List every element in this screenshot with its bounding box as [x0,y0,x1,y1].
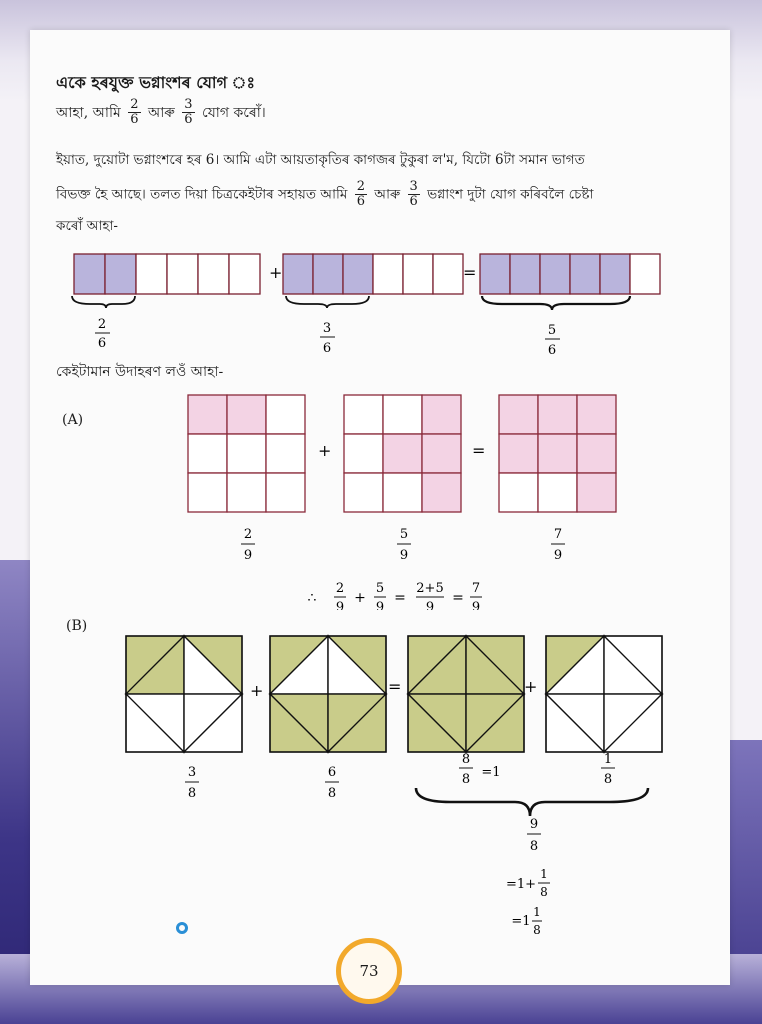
grid-cell [538,473,577,512]
grid-cell [383,473,422,512]
para-conj: আৰু [374,186,401,203]
examples-heading: কেইটামান উদাহৰণ লওঁ আহা- [56,364,224,380]
exb-step1-num: 1 [540,867,548,881]
bar-cell [136,254,167,294]
brace-3 [482,296,630,310]
intro-prefix: আহা, আমি [56,104,121,121]
bar-cell [105,254,136,294]
exa-eq-d-num: 7 [471,581,481,596]
exa-eq-c-den: 9 [425,600,435,610]
bar-plus: + [269,263,283,282]
exa-eq-a-num: 2 [335,581,345,596]
page-number: 73 [336,938,402,1004]
example-a-diagram [180,390,630,610]
grid-cell [344,434,383,473]
exa-frac-1-den: 9 [243,548,253,563]
exa-eq-d-den: 9 [471,600,481,610]
bar-cell [167,254,198,294]
decorative-ring-icon [176,922,188,934]
intro-fraction-2 [182,98,194,128]
bar-cell [570,254,600,294]
bar-frac-2-den: 6 [322,341,332,356]
denominator: 6 [130,112,139,128]
bar-diagram [60,248,680,368]
section-heading: একে হৰযুক্ত ভগ্নাংশৰ যোগ ঃ [56,73,255,92]
exb-frac-3-num: 8 [461,752,471,767]
exa-frac-3-den: 9 [553,548,563,563]
brace-2 [286,296,369,308]
bar-frac-1-den: 6 [97,336,107,351]
bar-cell [373,254,403,294]
bar-equals: = [463,263,477,282]
exa-frac-1-num: 2 [243,527,253,542]
bar-cell [283,254,313,294]
grid-cell [383,395,422,434]
intro-fraction-1 [128,98,140,128]
bar-cell [229,254,260,294]
bar-cell [600,254,630,294]
exa-eq-eq1: = [394,590,406,606]
exb-frac-5-den: 8 [529,839,539,854]
grid-cell [227,434,266,473]
exa-frac-2-den: 9 [399,548,409,563]
exa-equals: = [472,441,486,460]
grid-cell [344,473,383,512]
bar-cell [343,254,373,294]
exb-frac-2-num: 6 [327,765,337,780]
grid-cell [422,434,461,473]
exb-step2-den: 8 [533,923,541,937]
para-fraction-1 [355,180,367,210]
grid-cell [266,473,305,512]
denominator: 6 [409,194,418,210]
para-line-1: ইয়াত, দুয়োটা ভগ্নাংশৰে হৰ 6। আমি এটা আয়তাকৃতিৰ কাগজৰ টুকুৰা ল'ম, যিটো 6টা সমান ভাগত [56,152,585,168]
grid-cell [577,434,616,473]
bar-frac-3-num: 5 [547,323,557,338]
para-line-2 [56,180,593,210]
exb-frac-2-den: 8 [327,786,337,801]
exa-therefore: ∴ [307,590,317,606]
bar-frac-2-num: 3 [322,321,332,336]
exa-eq-b-den: 9 [375,600,385,610]
grid-cell [266,395,305,434]
exb-step1-den: 8 [540,885,548,899]
grid-cell [422,395,461,434]
numerator: 3 [409,179,418,194]
grid-cell [227,395,266,434]
grid-cell [499,395,538,434]
exa-eq-plus: + [354,590,366,606]
bar-cell [480,254,510,294]
para-line-2-suffix: ভগ্নাংশ দুটা যোগ কৰিবলৈ চেষ্টা [427,186,594,203]
grid-cell [499,434,538,473]
exb-frac-3-den: 8 [461,772,471,787]
brace-1 [72,296,135,308]
bar-cell [403,254,433,294]
intro-conj: আৰু [147,104,175,121]
para-line-2-prefix: বিভক্ত হৈ আছে। তলত দিয়া চিত্ৰকেইটাৰ সহায়ত আমি [56,186,348,203]
example-b-label: (B) [66,618,88,634]
exb-step1-prefix: =1+ [505,877,537,892]
numerator: 2 [130,97,139,112]
grid-cell [538,434,577,473]
bar-cell [510,254,540,294]
para-fraction-2 [408,180,420,210]
grid-cell [188,434,227,473]
bar-cell [630,254,660,294]
exa-eq-eq2: = [452,590,464,606]
grid-cell [266,434,305,473]
exa-eq-b-num: 5 [375,581,385,596]
exa-frac-2-num: 5 [399,527,409,542]
exb-frac-4-num: 1 [603,752,613,767]
exa-eq-c-num: 2+5 [416,581,444,596]
grid-cell [188,473,227,512]
grid-cell [538,395,577,434]
exb-frac-1-num: 3 [187,765,197,780]
exb-frac-5-num: 9 [529,817,539,832]
grid-cell [227,473,266,512]
numerator: 3 [184,97,193,112]
bar-frac-3-den: 6 [547,343,557,358]
example-a-label: (A) [62,412,84,428]
exb-frac-1-den: 8 [187,786,197,801]
exb-brace [416,788,648,816]
grid-cell [188,395,227,434]
grid-cell [577,473,616,512]
bar-cell [433,254,463,294]
exb-plus-1: + [250,681,264,700]
grid-cell [577,395,616,434]
exa-plus: + [318,441,332,460]
exa-eq-a-den: 9 [335,600,345,610]
para-line-3: কৰোঁ আহা- [56,218,118,234]
denominator: 6 [356,194,365,210]
bar-cell [74,254,105,294]
grid-cell [383,434,422,473]
denominator: 6 [184,112,193,128]
bar-frac-1-num: 2 [97,317,107,332]
bar-cell [313,254,343,294]
grid-cell [422,473,461,512]
bar-cell [540,254,570,294]
exb-step2-prefix: =1 [511,914,531,929]
example-b-diagram [110,628,670,948]
numerator: 2 [356,179,365,194]
exb-step2-num: 1 [533,905,541,919]
exb-plus-2: + [524,677,538,696]
intro-suffix: যোগ কৰোঁ। [202,104,266,121]
intro-line [56,98,266,128]
exa-frac-3-num: 7 [553,527,563,542]
exb-equals: = [388,677,402,696]
exb-eq-one: =1 [481,765,501,780]
grid-cell [344,395,383,434]
grid-cell [499,473,538,512]
exb-frac-4-den: 8 [603,772,613,787]
bar-cell [198,254,229,294]
